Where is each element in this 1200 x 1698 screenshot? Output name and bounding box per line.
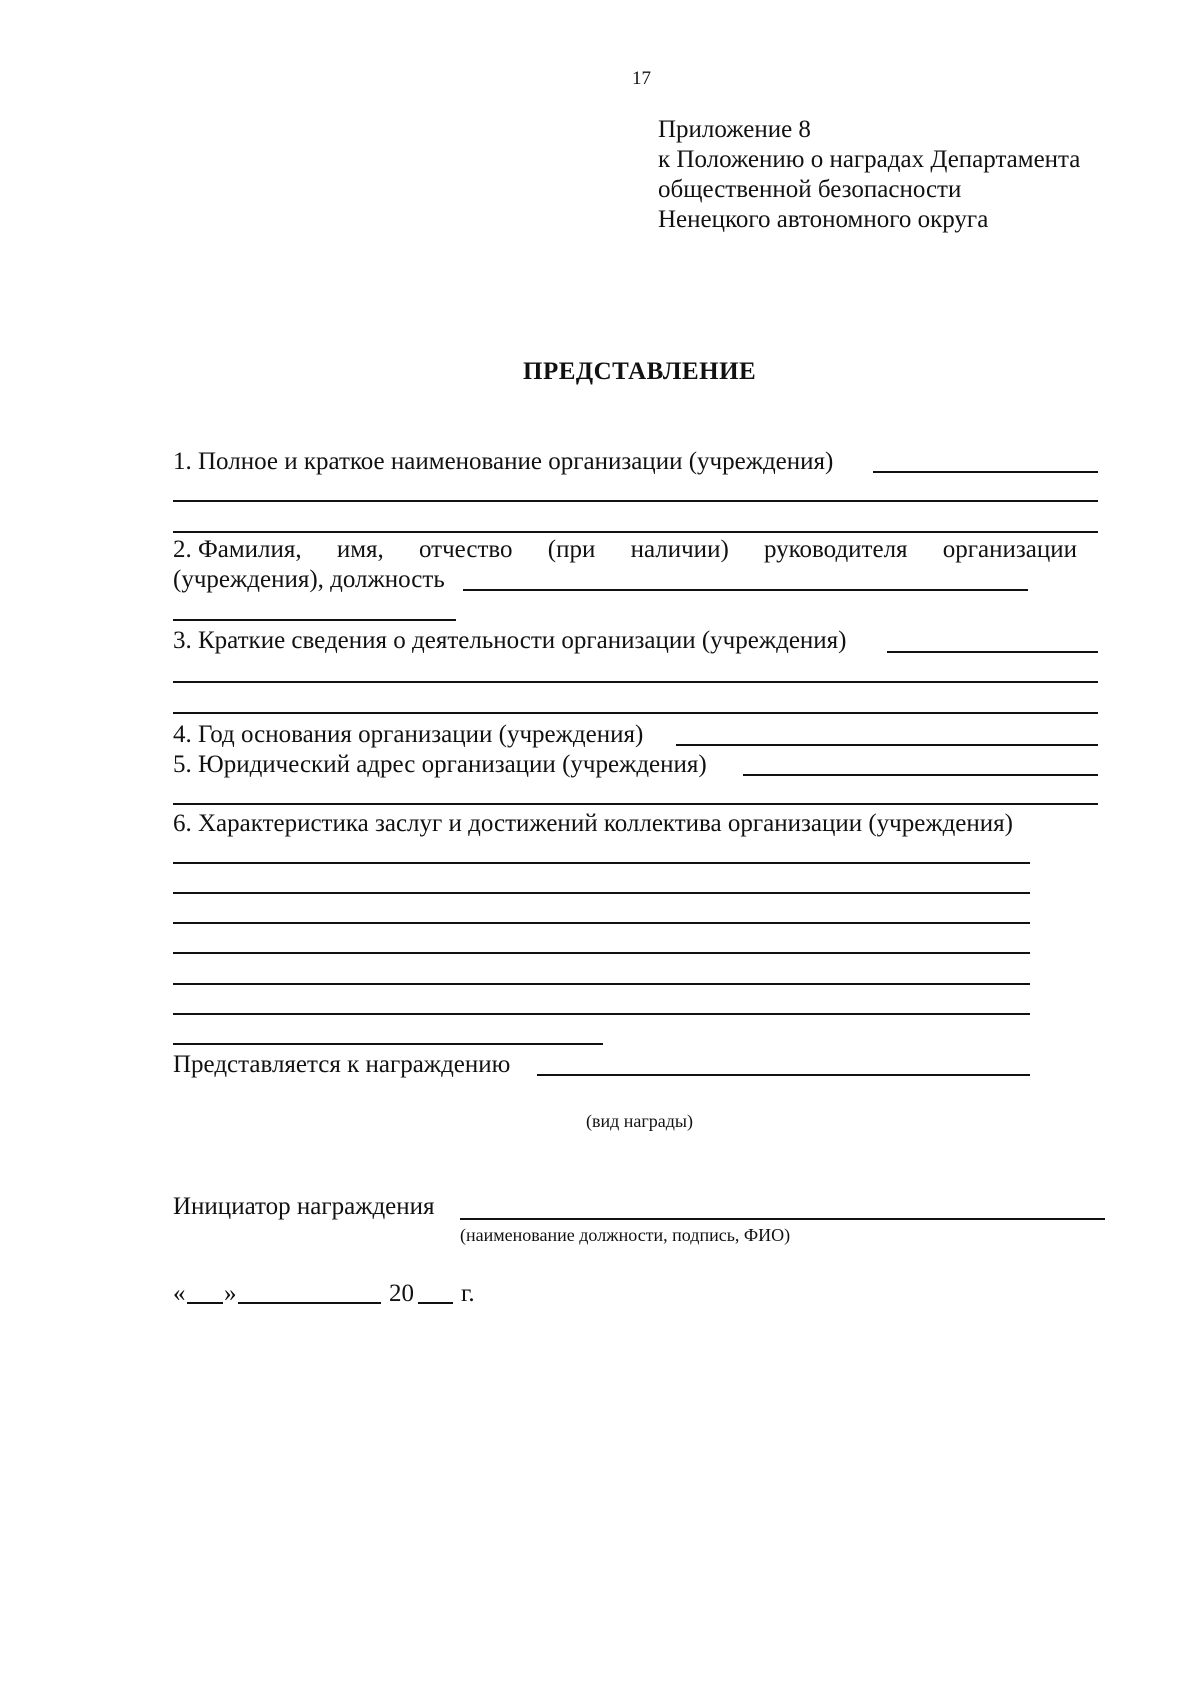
item-3-label: 3. Краткие сведения о деятельности организации (учреждения) [173,627,847,654]
item-2-blank[interactable] [463,589,1028,591]
initiator-caption: (наименование должности, подпись, ФИО) [460,1225,791,1245]
item-2-word: наличии) [630,536,729,563]
item-6-blank-line[interactable] [173,983,1030,985]
item-1-blank-line-3[interactable] [173,531,1098,533]
item-3-blank-line-2[interactable] [173,681,1098,683]
appendix-line-3: общественной безопасности [658,176,962,203]
item-5-blank-line-2[interactable] [173,803,1098,805]
award-caption: (вид награды) [586,1111,694,1131]
item-3-blank[interactable] [887,651,1098,653]
date-day-blank[interactable] [187,1302,223,1304]
item-6-blank-line[interactable] [173,922,1030,924]
date-year-prefix: 20 [389,1280,414,1307]
appendix-line-2: к Положению о наградах Департамента [658,146,1081,173]
page-number: 17 [632,68,651,89]
item-2-line-1 [173,535,1077,565]
date-year-suffix: г. [461,1280,475,1307]
item-6-blank-line[interactable] [173,892,1030,894]
item-2-word: 2. Фамилия, [173,536,302,563]
item-1-blank-line-2[interactable] [173,500,1098,502]
item-6-label: 6. Характеристика заслуг и достижений коллектива организации (учреждения) [173,810,1013,837]
initiator-blank[interactable] [460,1218,1105,1220]
item-3-blank-line-3[interactable] [173,712,1098,714]
date-close-quote: » [224,1280,237,1307]
item-2-word: отчество [419,536,513,563]
item-2-blank-line-2[interactable] [173,619,456,621]
item-2-word: (при [547,536,596,563]
item-4-blank[interactable] [676,744,1098,746]
appendix-line-1: Приложение 8 [658,116,811,143]
award-label: Представляется к награждению [173,1051,511,1078]
item-6-blank-line[interactable] [173,952,1030,954]
item-5-blank[interactable] [743,774,1098,776]
initiator-label: Инициатор награждения [173,1193,435,1220]
award-blank[interactable] [537,1074,1030,1076]
item-1-blank[interactable] [873,471,1098,473]
item-6-blank-line[interactable] [173,1013,1030,1015]
date-year-blank[interactable] [418,1302,453,1304]
item-2-line-2: (учреждения), должность [173,566,445,593]
item-2-word: руководителя [763,536,908,563]
item-4-label: 4. Год основания организации (учреждения) [173,721,644,748]
item-6-blank-line[interactable] [173,862,1030,864]
item-5-label: 5. Юридический адрес организации (учреждения) [173,751,707,778]
date-open-quote: « [173,1280,186,1307]
document-title: ПРЕДСТАВЛЕНИЕ [523,358,757,385]
date-month-blank[interactable] [238,1302,381,1304]
item-6-blank-line-short[interactable] [173,1043,603,1045]
item-2-word: организации [942,536,1077,563]
appendix-line-4: Ненецкого автономного округа [658,206,989,233]
item-1-label: 1. Полное и краткое наименование организации (учреждения) [173,448,834,475]
item-2-word: имя, [336,536,384,563]
